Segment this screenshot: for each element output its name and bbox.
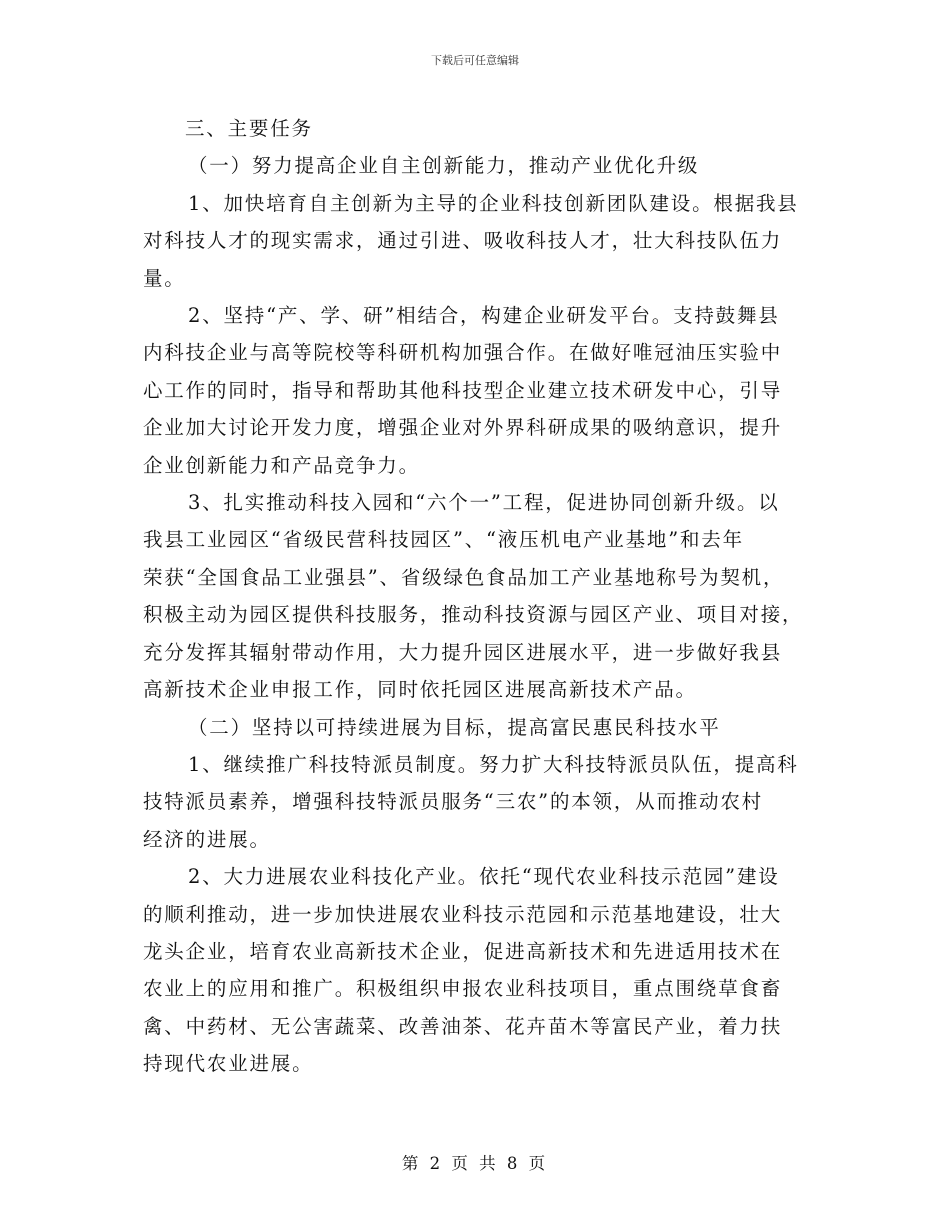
- paragraph-line: 心工作的同时，指导和帮助其他科技型企业建立技术研发中心，引导: [143, 378, 783, 402]
- paragraph-line: 内科技企业与高等院校等科研机构加强合作。在做好唯冠油压实验中: [143, 341, 783, 365]
- paragraph-line: 充分发挥其辐射带动作用，大力提升园区进展水平，进一步做好我县: [143, 640, 783, 664]
- paragraph-line: 持现代农业进展。: [143, 1052, 314, 1076]
- paragraph-line: 量。: [143, 266, 186, 290]
- page-header: 下载后可任意编辑: [431, 54, 519, 67]
- paragraph-line: 积极主动为园区提供科技服务，推动科技资源与园区产业、项目对接，: [143, 603, 804, 627]
- paragraph-line: 荣获“全国食品工业强县”、省级绿色食品加工产业基地称号为契机，: [143, 565, 785, 589]
- page-number: 第 2 页 共 8 页: [401, 1154, 549, 1173]
- paragraph-line: 2、坚持“产、学、研”相结合，构建企业研发平台。支持鼓舞县: [188, 304, 780, 328]
- paragraph-line: 2、大力进展农业科技化产业。依托“现代农业科技示范园”建设: [188, 865, 780, 889]
- paragraph-line: 的顺利推动，进一步加快进展农业科技示范园和示范基地建设，壮大: [143, 902, 783, 926]
- paragraph-line: 企业创新能力和产品竞争力。: [143, 453, 420, 477]
- paragraph-line: 龙头企业，培育农业高新技术企业，促进高新技术和先进适用技术在: [143, 939, 783, 963]
- paragraph-line: 1、加快培育自主创新为主导的企业科技创新团队建设。根据我县: [188, 191, 799, 215]
- paragraph-line: 3、扎实推动科技入园和“六个一”工程，促进协同创新升级。以: [188, 491, 780, 515]
- paragraph-line: 我县工业园区“省级民营科技园区”、“液压机电产业基地”和去年: [143, 528, 744, 552]
- document-body: [143, 110, 808, 1083]
- paragraph-line: 对科技人才的现实需求，通过引进、吸收科技人才，壮大科技队伍力: [143, 229, 783, 253]
- paragraph-line: 禽、中药材、无公害蔬菜、改善油茶、花卉苗木等富民产业，着力扶: [143, 1014, 783, 1038]
- subsection-heading-1: （一）努力提高企业自主创新能力，推动产业优化升级: [188, 154, 700, 178]
- paragraph-line: 农业上的应用和推广。积极组织申报农业科技项目，重点围绕草食畜: [143, 977, 783, 1001]
- section-heading: 三、主要任务: [185, 117, 313, 140]
- subsection-heading-2: （二）坚持以可持续进展为目标，提高富民惠民科技水平: [188, 715, 721, 739]
- paragraph-line: 1、继续推广科技特派员制度。努力扩大科技特派员队伍，提高科: [188, 752, 799, 776]
- paragraph-line: 经济的进展。: [143, 827, 271, 851]
- paragraph-line: 高新技术企业申报工作，同时依托园区进展高新技术产品。: [143, 678, 697, 702]
- paragraph-line: 技特派员素养，增强科技特派员服务“三农”的本领，从而推动农村: [143, 790, 763, 814]
- paragraph-line: 企业加大讨论开发力度，增强企业对外界科研成果的吸纳意识，提升: [143, 416, 783, 440]
